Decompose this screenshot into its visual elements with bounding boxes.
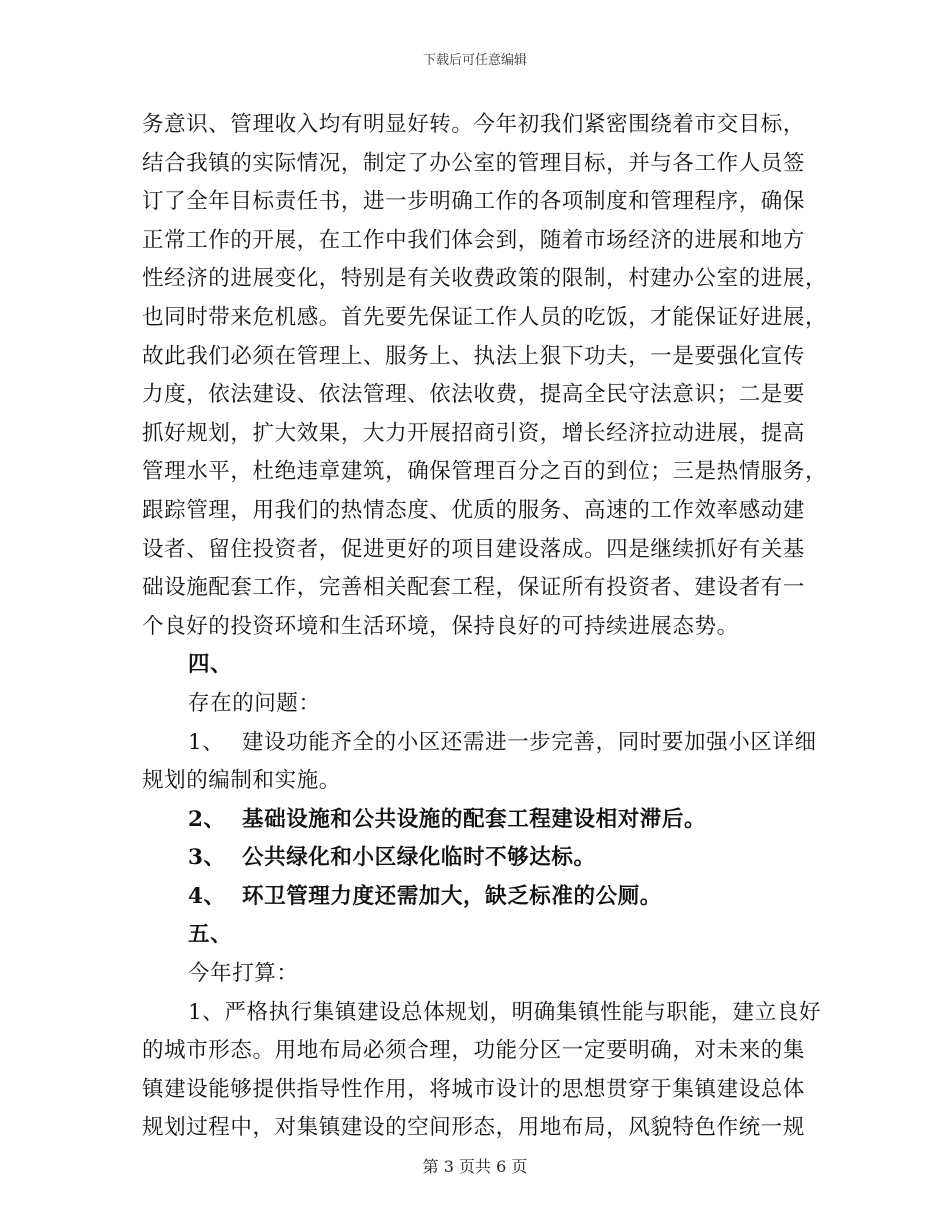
section-heading-4: 四、 [188, 652, 233, 678]
item-text: 公共绿化和小区绿化临时不够达标。 [242, 845, 596, 871]
section-heading-5: 五、 [188, 922, 233, 948]
body-line: 务意识、管理收入均有明显好转。今年初我们紧密围绕着市交目标， [142, 112, 806, 137]
problem-item-4 [142, 878, 812, 917]
body-line: 础设施配套工作，完善相关配套工程，保证所有投资者、建设者有一 [142, 575, 806, 601]
item-number: 2、 [188, 806, 226, 832]
page-header: 下载后可任意编辑 [422, 53, 527, 68]
section-subheading-plans: 今年打算： [188, 961, 299, 987]
page-footer: 第 3 页共 6 页 [422, 1157, 528, 1176]
item-number: 3、 [188, 845, 226, 871]
body-line: 管理水平，杜绝违章建筑，确保管理百分之百的到位；三是热情服务， [142, 459, 828, 485]
section-subheading-problems: 存在的问题： [188, 690, 321, 716]
problem-item-2 [142, 801, 812, 840]
plan-item-1-line: 的城市形态。用地布局必须合理，功能分区一定要明确，对未来的集 [142, 1038, 806, 1064]
item-text: 建设功能齐全的小区还需进一步完善，同时要加强小区详细 [242, 729, 817, 755]
plan-item-1-line: 1、严格执行集镇建设总体规划，明确集镇性能与职能，建立良好 [188, 999, 822, 1025]
plan-item-1-line: 规划过程中，对集镇建设的空间形态，用地布局，风貌特色作统一规 [142, 1115, 806, 1141]
body-line: 力度，依法建设、依法管理、依法收费，提高全民守法意识；二是要 [142, 382, 806, 408]
problem-item-1-continued: 规划的编制和实施。 [142, 768, 341, 794]
body-line: 结合我镇的实际情况，制定了办公室的管理目标，并与各工作人员签 [142, 150, 806, 176]
body-line: 也同时带来危机感。首先要先保证工作人员的吃饭，才能保证好进展， [142, 304, 828, 330]
item-number: 1、 [188, 729, 225, 755]
body-line: 正常工作的开展，在工作中我们体会到，随着市场经济的进展和地方 [142, 227, 806, 253]
item-text: 环卫管理力度还需加大，缺乏标准的公厕。 [242, 883, 662, 909]
body-line: 抓好规划，扩大效果，大力开展招商引资，增长经济拉动进展，提高 [142, 420, 806, 446]
item-text: 基础设施和公共设施的配套工程建设相对滞后。 [242, 806, 707, 832]
problem-item-1 [142, 724, 817, 763]
problem-item-3 [142, 839, 812, 878]
body-line: 故此我们必须在管理上、服务上、执法上狠下功夫，一是要强化宣传 [142, 343, 806, 369]
body-line: 个良好的投资环境和生活环境，保持良好的可持续进展态势。 [142, 613, 739, 639]
body-line: 跟踪管理，用我们的热情态度、优质的服务、高速的工作效率感动建 [142, 497, 806, 523]
plan-item-1-line: 镇建设能够提供指导性作用，将城市设计的思想贯穿于集镇建设总体 [142, 1076, 806, 1102]
document-body [142, 106, 828, 1148]
item-number: 4、 [188, 883, 226, 909]
body-line: 设者、留住投资者，促进更好的项目建设落成。四是继续抓好有关基 [142, 536, 806, 562]
body-line: 性经济的进展变化，特别是有关收费政策的限制，村建办公室的进展， [142, 266, 828, 292]
body-line: 订了全年目标责任书，进一步明确工作的各项制度和管理程序，确保 [142, 189, 806, 215]
